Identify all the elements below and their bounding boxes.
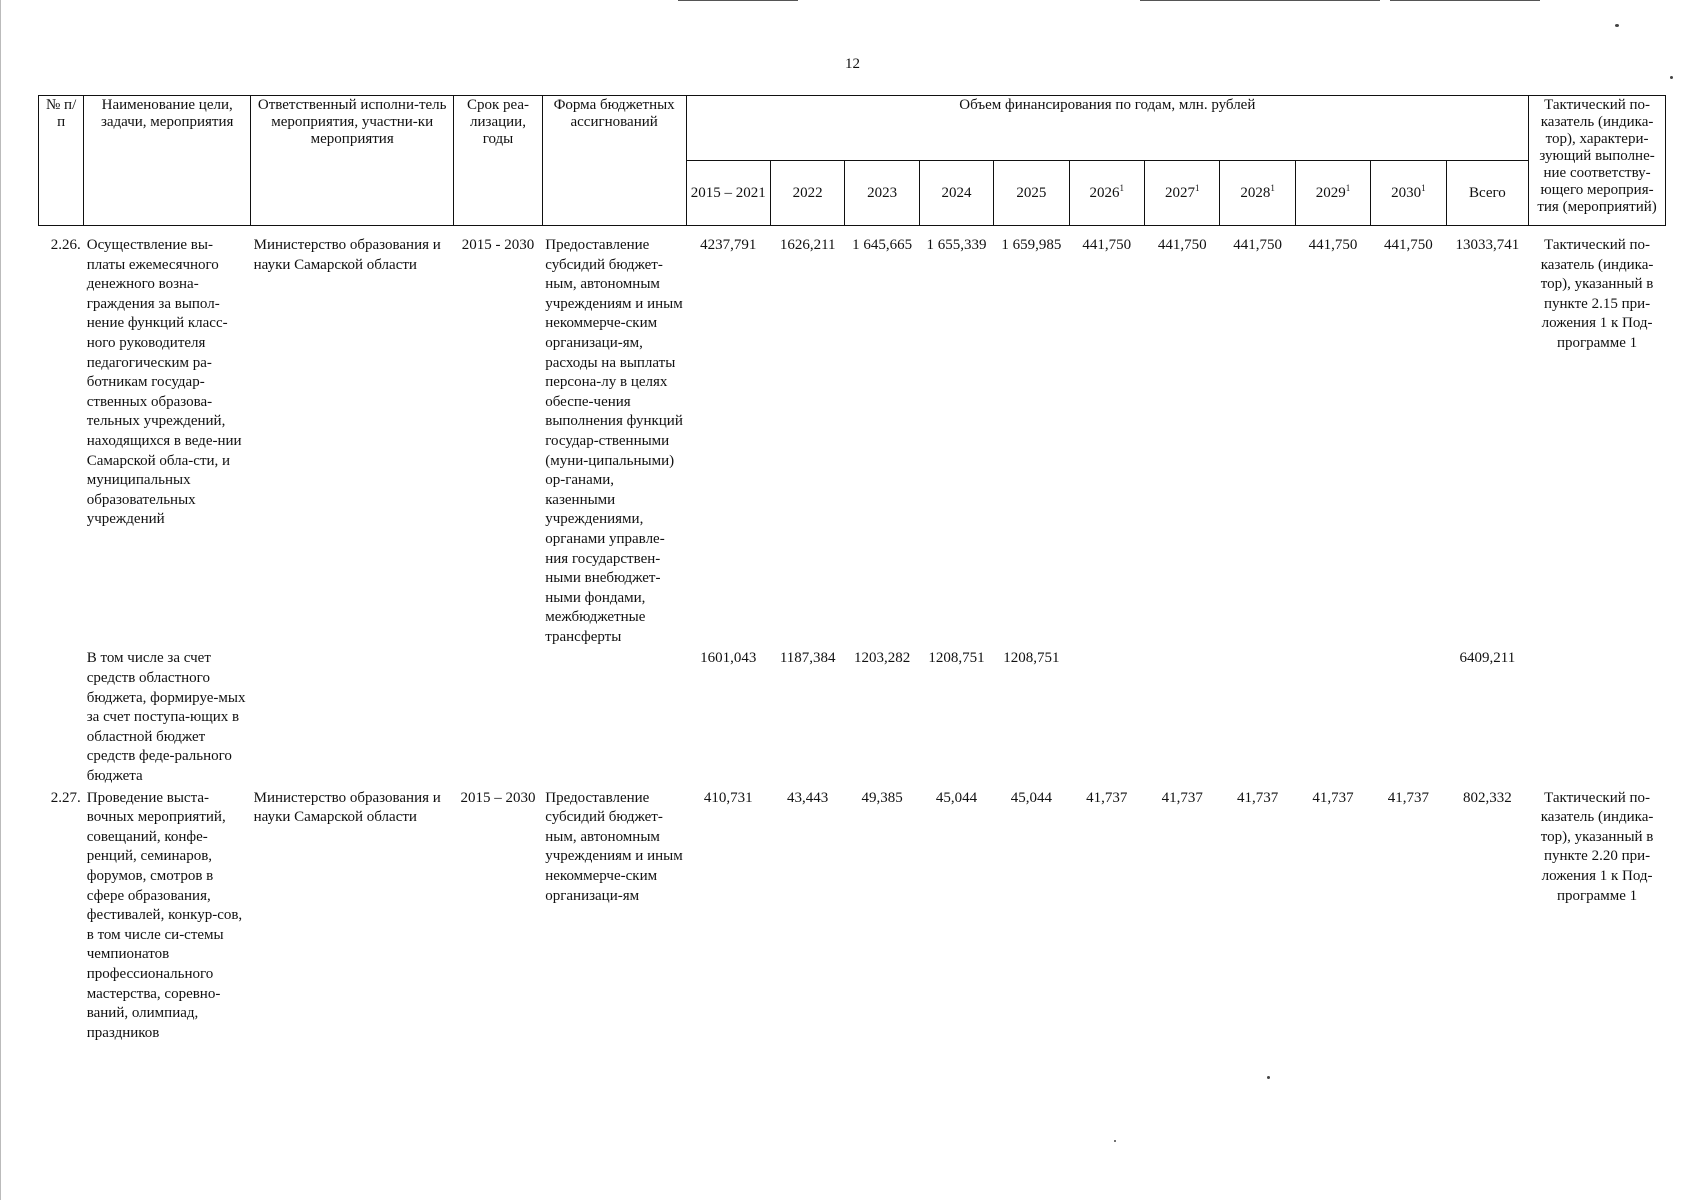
value-cell: 441,750: [1082, 237, 1132, 253]
row-num: 2.27.: [50, 789, 81, 806]
table-row: [39, 647, 1666, 786]
value-cell: [1145, 647, 1220, 786]
value-cell: 1626,211: [779, 237, 836, 253]
header-year: 2029$^1$: [1295, 161, 1370, 226]
header-year: 2026$^1$: [1069, 161, 1144, 226]
header-year: 2030$^1$: [1371, 161, 1446, 226]
table-row: [39, 234, 1666, 647]
value-cell: 1 659,985: [1001, 237, 1062, 253]
total-cell: 802,332: [1463, 789, 1512, 806]
header-num: № п/п: [39, 96, 84, 226]
scan-speck: [1670, 76, 1673, 79]
value-cell: [1220, 647, 1295, 786]
value-cell: 1601,043: [700, 650, 757, 667]
value-cell: 41,737: [1312, 789, 1354, 806]
row-name: Проведение выста-вочных мероприятий, совещаний, конфе-ренций, семинаров, форумов, смотров в сфере образования, фестивалей, конкур-сов, в том числе си-стемы чемпионатов профессионального мастерства, соревно-ваний, олимпиад, праздников: [86, 789, 243, 1041]
row-form: [542, 647, 686, 786]
scan-artifact-line: [1140, 0, 1380, 1]
row-term: 2015 - 2030: [461, 237, 535, 253]
row-responsible: [251, 647, 454, 786]
footnote-mark: 1: [1421, 182, 1426, 193]
value-cell: 41,737: [1161, 789, 1203, 806]
row-tactic: [1529, 647, 1666, 786]
header-year: 2027$^1$: [1145, 161, 1220, 226]
row-responsible: Министерство образования и науки Самарской области: [253, 789, 441, 826]
value-cell: [1069, 647, 1144, 786]
row-tactic: Тактический по-казатель (индика-тор), указанный в пункте 2.20 при-ложения 1 к Под-программе 1: [1540, 789, 1654, 904]
value-cell: 1208,751: [1003, 650, 1060, 667]
header-year: 2028$^1$: [1220, 161, 1295, 226]
header-year: 2015 – 2021: [686, 161, 770, 226]
header-form: Форма бюджетных ассигнований: [542, 96, 686, 226]
header-responsible: Ответственный исполни-тель мероприятия, участни-ки мероприятия: [251, 96, 454, 226]
row-name: В том числе за счет средств областного бюджета, формируе-мых за счет поступа-ющих в областной бюджет средств феде-рального бюджета: [86, 650, 246, 785]
value-cell: 45,044: [1010, 789, 1053, 806]
value-cell: 410,731: [703, 789, 753, 806]
value-cell: 1208,751: [928, 650, 985, 667]
row-term: 2015 – 2030: [460, 789, 536, 806]
row-num: 2.26.: [50, 237, 81, 253]
footnote-mark: 1: [1270, 182, 1275, 193]
row-name: Осуществление вы-платы ежемесячного денежного возна-граждения за выпол-нение функций класс-ного руководителя педагогическим ра-ботникам государ-ственных образова-тельных учреждений, находящихся в веде-нии Самарской обла-сти, и муниципальных образовательных учреждений: [86, 237, 242, 528]
row-term: [454, 647, 542, 786]
row-form: Предоставление субсидий бюджет-ным, автономным учреждениям и иным некоммерче-ским организаци-ям, расходы на выплаты персона-лу в целях обеспе-чения выполнения функций государ-ственными (муни-ципальными) ор-ганами, казенными учреждениями, органами управле-ния государствен-ными внебюджет-ными фондами, межбюджетные трансферты: [545, 237, 683, 645]
row-tactic: Тактический по-казатель (индика-тор), указанный в пункте 2.15 при-ложения 1 к Под-программе 1: [1540, 237, 1654, 351]
budget-table: [38, 95, 1666, 1043]
page-number: 12: [845, 56, 860, 72]
footnote-mark: 1: [1194, 182, 1200, 193]
header-year: 2022: [770, 161, 844, 226]
header-term: Срок реа-лизации, годы: [454, 96, 542, 226]
value-cell: 1187,384: [779, 650, 836, 667]
table-row: [39, 787, 1666, 1044]
row-num: [39, 647, 84, 786]
header-year: 2024: [919, 161, 993, 226]
value-cell: 41,737: [1236, 789, 1279, 806]
header-year: 2023: [845, 161, 919, 226]
value-cell: 41,737: [1387, 789, 1430, 806]
scan-left-edge: [0, 0, 1, 1200]
header-name: Наименование цели, задачи, мероприятия: [84, 96, 251, 226]
header-tactic: Тактический по-казатель (индика-тор), характери-зующий выполне-ние соответству-ющего мероприя-тия (мероприятий): [1529, 96, 1666, 226]
scan-speck: [1114, 1140, 1116, 1142]
total-cell: 6409,211: [1459, 650, 1516, 667]
row-responsible: Министерство образования и науки Самарской области: [253, 237, 441, 273]
value-cell: 441,750: [1308, 237, 1358, 253]
scan-speck: [1615, 24, 1619, 27]
value-cell: 1203,282: [853, 650, 911, 667]
value-cell: [1371, 647, 1446, 786]
value-cell: 441,750: [1157, 237, 1207, 253]
scan-artifact-line: [1390, 0, 1540, 1]
value-cell: 1 655,339: [926, 237, 987, 253]
value-cell: 1 645,665: [852, 237, 913, 253]
header-year: 2025: [994, 161, 1069, 226]
value-cell: 49,385: [861, 789, 903, 806]
value-cell: 441,750: [1233, 237, 1282, 253]
header-volume: Объем финансирования по годам, млн. рублей: [686, 96, 1529, 161]
value-cell: [1295, 647, 1370, 786]
value-cell: 441,750: [1384, 237, 1433, 253]
row-form: Предоставление субсидий бюджет-ным, автономным учреждениям и иным некоммерче-ским организаци-ям: [545, 789, 683, 904]
header-total: Всего: [1446, 161, 1529, 226]
value-cell: 43,443: [787, 789, 829, 806]
value-cell: 45,044: [935, 789, 978, 806]
table-header: [39, 96, 1666, 226]
value-cell: 41,737: [1086, 789, 1128, 806]
footnote-mark: 1: [1345, 182, 1351, 193]
footnote-mark: 1: [1119, 182, 1125, 193]
scan-speck: [1267, 1076, 1270, 1079]
total-cell: 13033,741: [1455, 237, 1520, 253]
value-cell: 4237,791: [700, 237, 757, 253]
scan-artifact-line: [678, 0, 798, 1]
